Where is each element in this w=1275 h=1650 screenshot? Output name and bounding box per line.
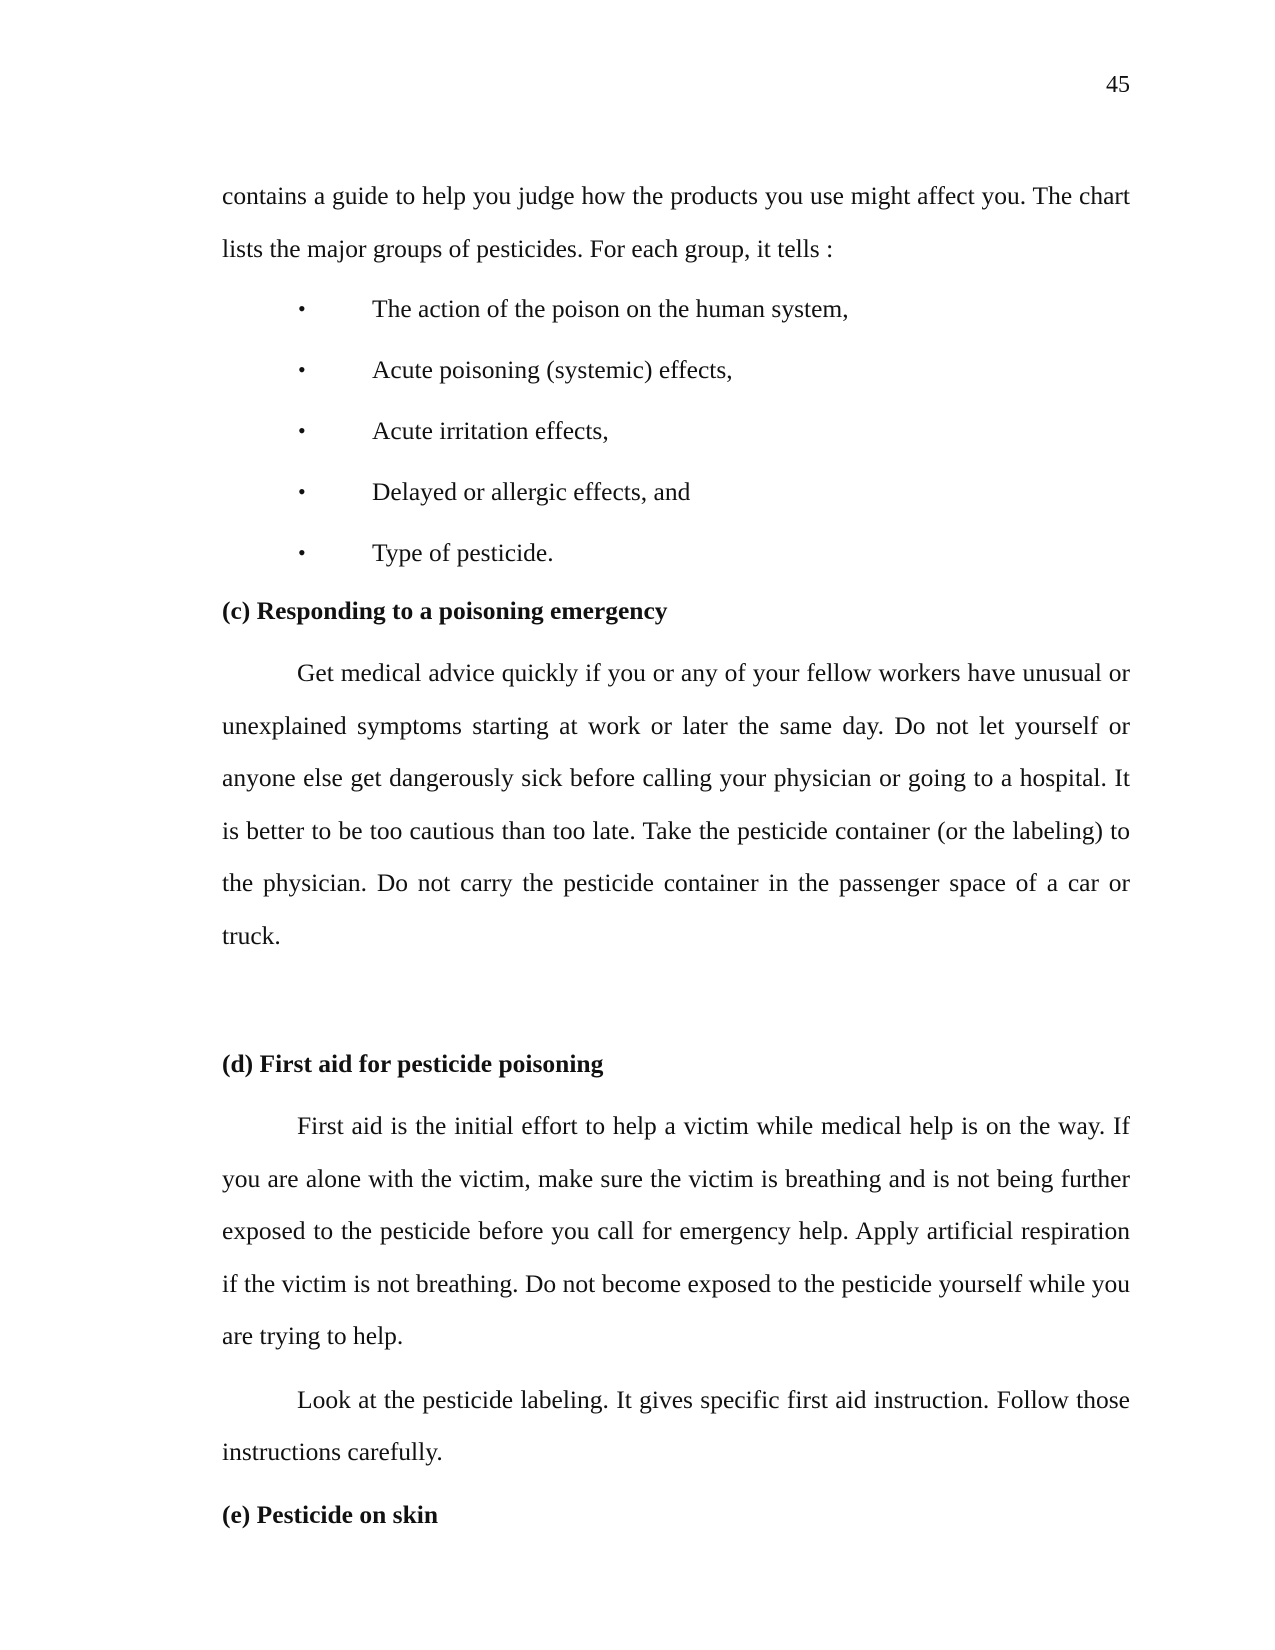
section-d-paragraph-1: First aid is the initial effort to help a victim while medical help is on the way. If you are alone with the victim, make sure the victim is breathing and is not being further exposed to the pesticide before you call for emergency help. Apply artificial respiration if the victim is not breathing. Do not become exposed to the pesticide yourself while you are trying to help. bbox=[222, 1111, 1130, 1350]
section-c-heading: (c) Responding to a poisoning emergency bbox=[222, 596, 668, 625]
list-item-text: Acute poisoning (systemic) effects, bbox=[372, 355, 733, 384]
section-d-heading: (d) First aid for pesticide poisoning bbox=[222, 1049, 604, 1078]
section-e-heading: (e) Pesticide on skin bbox=[222, 1499, 439, 1529]
list-item bbox=[222, 527, 1130, 588]
list-item bbox=[222, 283, 1130, 344]
page-number: 45 bbox=[1106, 72, 1130, 98]
page-body bbox=[222, 170, 1130, 1541]
section-d-paragraph-2: Look at the pesticide labeling. It gives specific first aid instruction. Follow those instructions carefully. bbox=[222, 1384, 1130, 1466]
bullet-icon: • bbox=[298, 357, 306, 382]
list-item-text: Type of pesticide. bbox=[372, 538, 554, 567]
list-item bbox=[222, 405, 1130, 466]
section-c-paragraph: Get medical advice quickly if you or any of your fellow workers have unusual or unexplained symptoms starting at work or later the same day. Do not let yourself or anyone else get dangerously sick before calling your physician or going to a hospital. It is better to be too cautious than too late. Take the pesticide container (or the labeling) to the physician. Do not carry the pesticide container in the passenger space of a car or truck. bbox=[222, 658, 1130, 950]
list-item bbox=[222, 466, 1130, 527]
list-item-text: Delayed or allergic effects, and bbox=[372, 477, 691, 506]
bullet-icon: • bbox=[298, 418, 306, 443]
bullet-icon: • bbox=[298, 479, 306, 504]
bullet-icon: • bbox=[298, 296, 306, 321]
effects-list bbox=[222, 283, 1130, 588]
intro-paragraph: contains a guide to help you judge how the products you use might affect you. The chart lists the major groups of pesticides. For each group, it tells : bbox=[222, 181, 1130, 263]
list-item bbox=[222, 344, 1130, 405]
bullet-icon: • bbox=[298, 540, 306, 565]
list-item-text: The action of the poison on the human system, bbox=[372, 294, 849, 323]
list-item-text: Acute irritation effects, bbox=[372, 416, 609, 445]
